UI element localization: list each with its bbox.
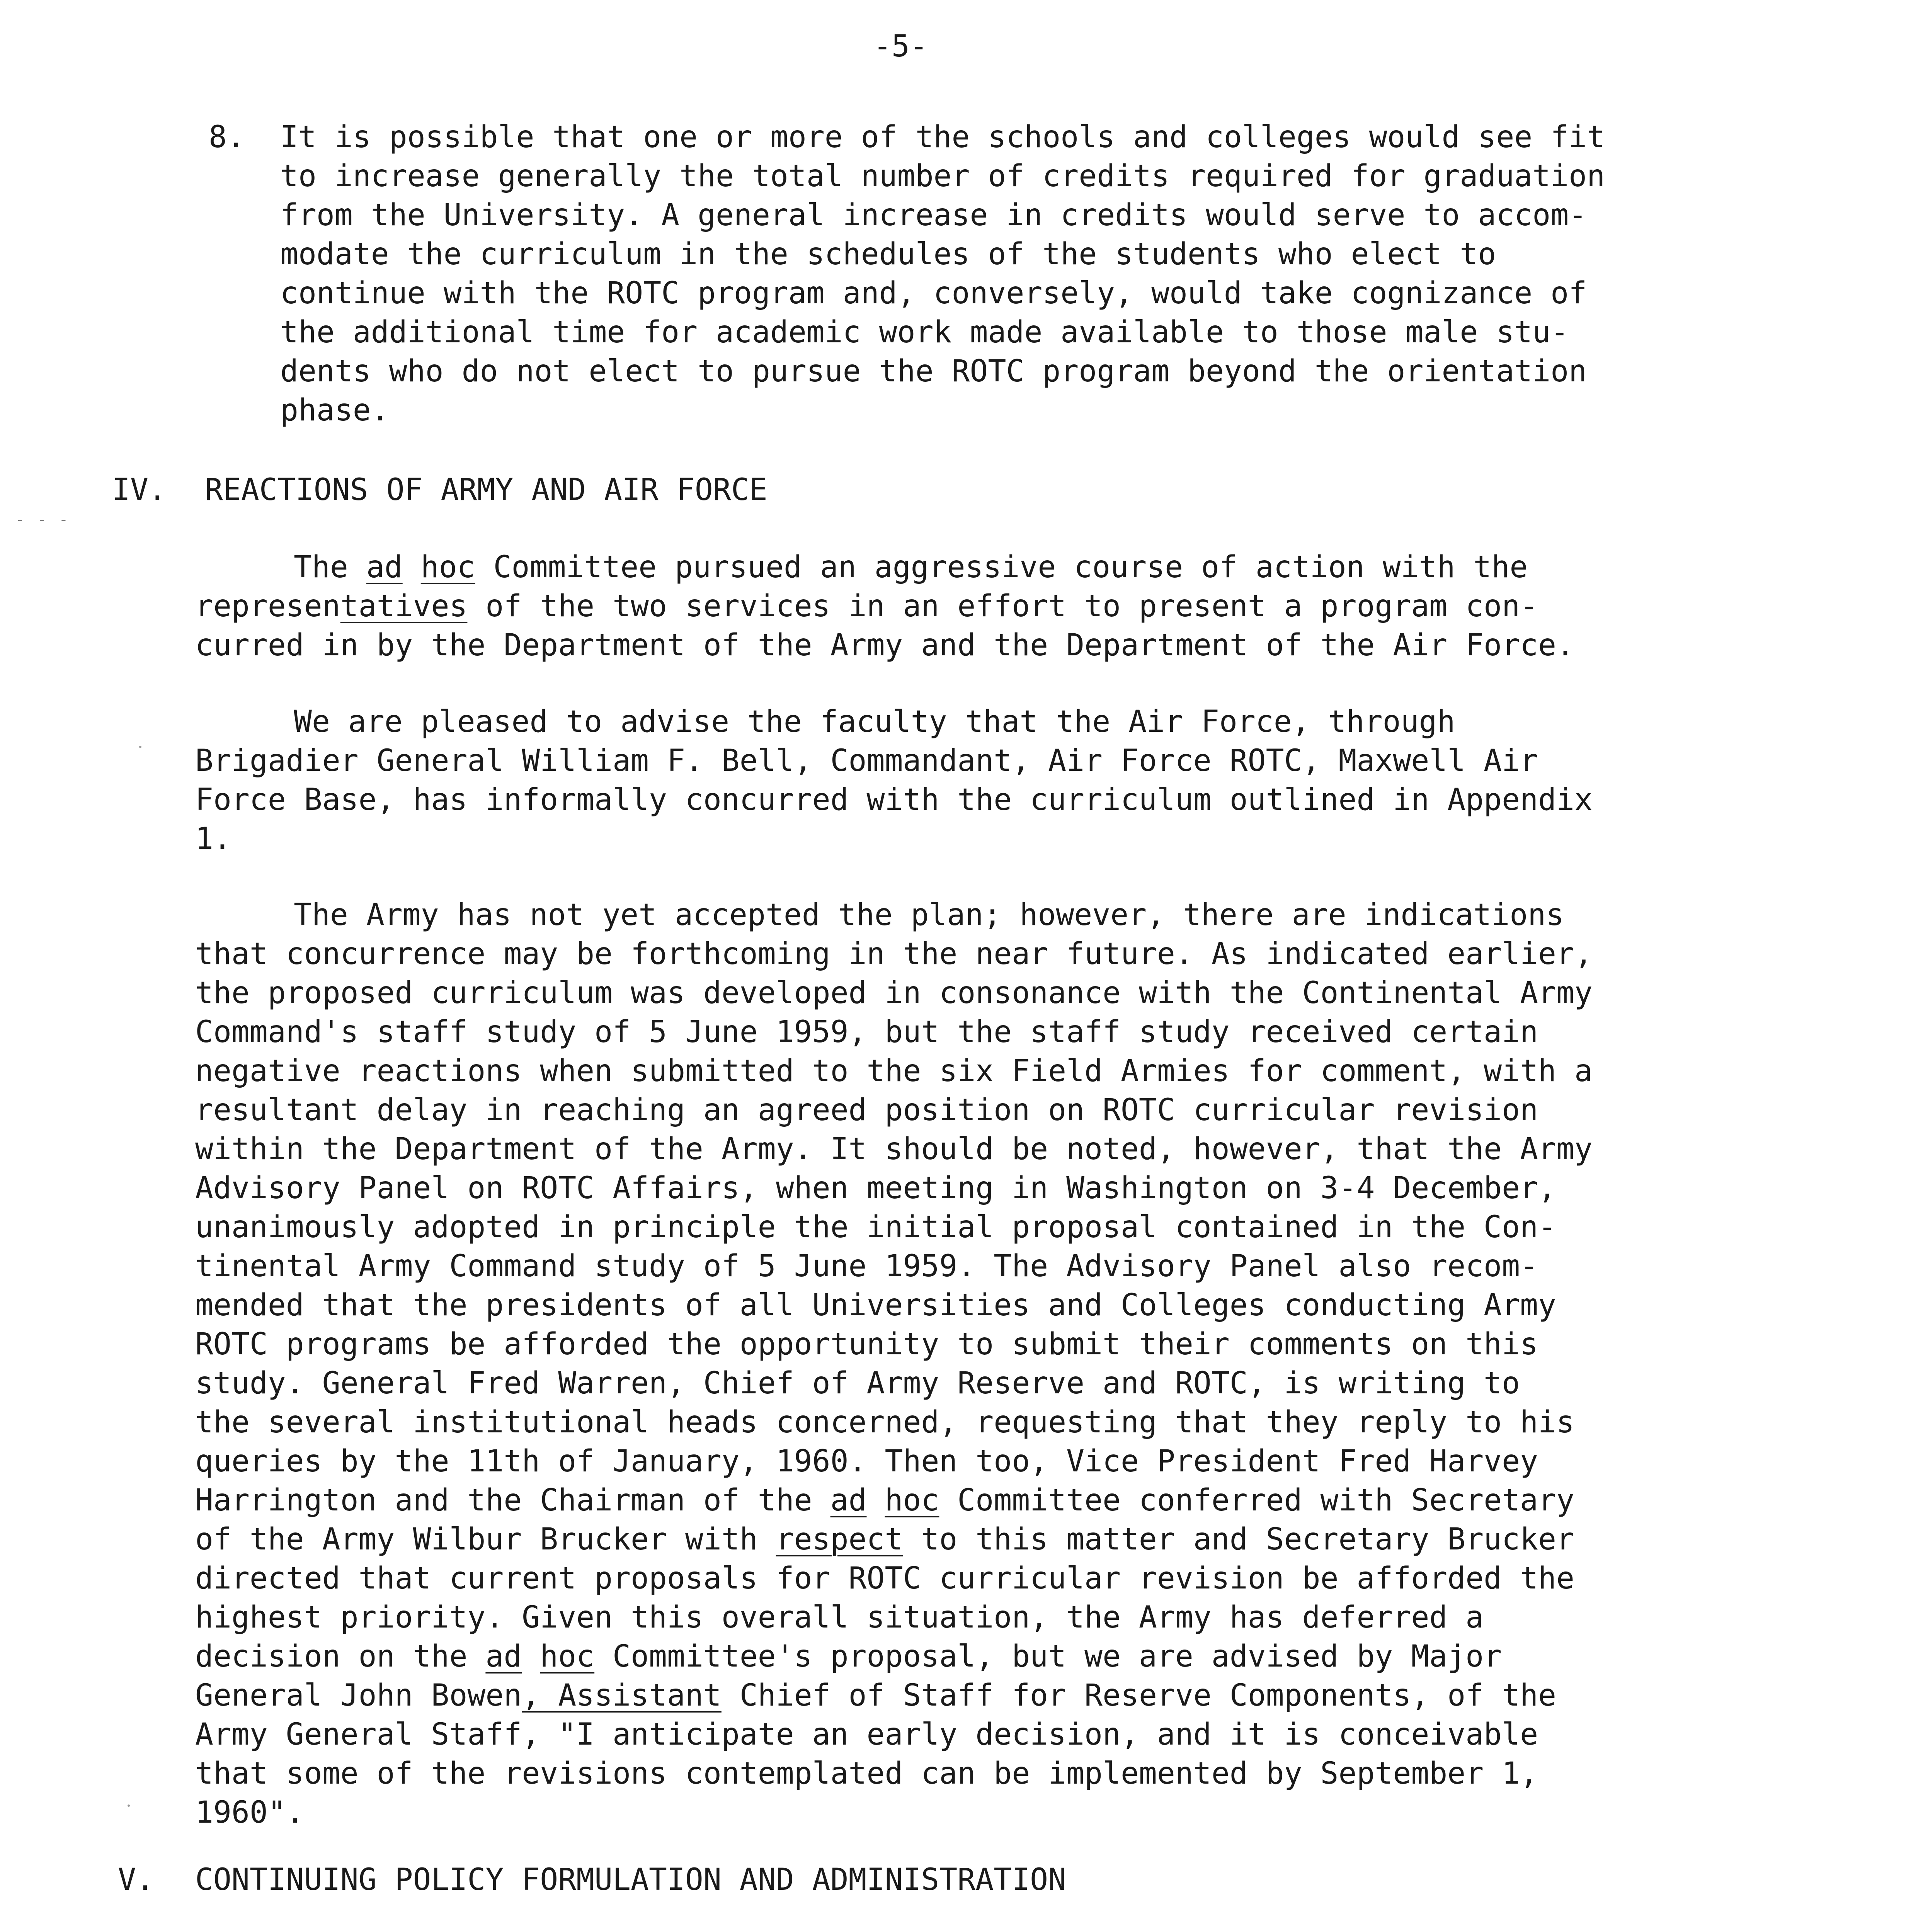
text-line: resultant delay in reaching an agreed position on ROTC curricular revision [195, 1093, 1538, 1128]
text-line: highest priority. Given this overall situation, the Army has deferred a [195, 1600, 1484, 1635]
text-line: that concurrence may be forthcoming in the near future. As indicated earlier, [195, 937, 1593, 971]
scan-speck [139, 746, 141, 748]
text-line: study. General Fred Warren, Chief of Army Reserve and ROTC, is writing to [195, 1366, 1520, 1401]
page-number: -5- [873, 29, 928, 64]
text-line: that some of the revisions contemplated can be implemented by September 1, [195, 1756, 1538, 1791]
text-line: It is possible that one or more of the schools and colleges would see fit [280, 120, 1605, 155]
item-8-text [280, 118, 1605, 430]
text-line: the additional time for academic work made available to those male stu- [280, 315, 1569, 350]
text-line: decision on the ad hoc Committee's proposal, but we are advised by Major [195, 1639, 1502, 1674]
text-line: modate the curriculum in the schedules of the students who elect to [280, 237, 1496, 272]
text-line: of the Army Wilbur Brucker with respect to this matter and Secretary Brucker [195, 1522, 1574, 1557]
text-line: the proposed curriculum was developed in consonance with the Continental Army [195, 976, 1593, 1010]
text-line: representatives of the two services in an effort to present a program con- [195, 589, 1538, 624]
text-line: General John Bowen, Assistant Chief of Staff for Reserve Components, of the [195, 1678, 1557, 1713]
text-line: tinental Army Command study of 5 June 1959. The Advisory Panel also recom- [195, 1249, 1538, 1284]
text-line: ROTC programs be afforded the opportunity to submit their comments on this [195, 1327, 1538, 1362]
text-line: unanimously adopted in principle the initial proposal contained in the Con- [195, 1210, 1556, 1245]
text-line: phase. [280, 393, 389, 428]
text-line: Command's staff study of 5 June 1959, but the staff study received certain [195, 1015, 1538, 1049]
text-line: Harrington and the Chairman of the ad hoc Committee conferred with Secretary [195, 1483, 1574, 1518]
text-line: 1960". [195, 1795, 304, 1830]
text-line: 1. [195, 821, 231, 856]
text-line: dents who do not elect to pursue the ROTC program beyond the orientation [280, 354, 1587, 389]
text-line: curred in by the Department of the Army and the Department of the Air Force. [195, 628, 1574, 663]
text-line: mended that the presidents of all Universities and Colleges conducting Army [195, 1288, 1556, 1323]
text-line: continue with the ROTC program and, conversely, would take cognizance of [280, 276, 1587, 311]
section-4-paragraph-3 [195, 896, 1593, 1832]
text-line: Advisory Panel on ROTC Affairs, when meeting in Washington on 3-4 December, [195, 1171, 1556, 1206]
section-4-number: IV. [112, 473, 167, 507]
section-5-number: V. [118, 1862, 154, 1897]
text-line: negative reactions when submitted to the six Field Armies for comment, with a [195, 1054, 1593, 1088]
text-line: The ad hoc Committee pursued an aggressive course of action with the [294, 550, 1528, 585]
text-line: Brigadier General William F. Bell, Commandant, Air Force ROTC, Maxwell Air [195, 743, 1538, 778]
text-line: directed that current proposals for ROTC curricular revision be afforded the [195, 1561, 1574, 1596]
text-line: Force Base, has informally concurred with the curriculum outlined in Appendix [195, 782, 1593, 817]
text-line: the several institutional heads concerned, requesting that they reply to his [195, 1405, 1574, 1440]
section-4-paragraph-2 [195, 702, 1593, 859]
text-line: queries by the 11th of January, 1960. Then too, Vice President Fred Harvey [195, 1444, 1538, 1479]
item-8-number: 8. [209, 120, 245, 155]
text-line: The Army has not yet accepted the plan; however, there are indications [294, 898, 1564, 932]
text-line: Army General Staff, "I anticipate an early decision, and it is conceivable [195, 1717, 1538, 1752]
text-line: within the Department of the Army. It should be noted, however, that the Army [195, 1132, 1593, 1167]
margin-mark: - - - [15, 511, 70, 529]
section-4-paragraph-1 [195, 548, 1574, 665]
scan-speck [128, 1804, 130, 1807]
text-line: We are pleased to advise the faculty that the Air Force, through [294, 704, 1455, 739]
text-line: from the University. A general increase in credits would serve to accom- [280, 198, 1587, 233]
text-line: to increase generally the total number of credits required for graduation [280, 159, 1605, 194]
section-5-heading: CONTINUING POLICY FORMULATION AND ADMINISTRATION [195, 1862, 1067, 1897]
section-4-heading: REACTIONS OF ARMY AND AIR FORCE [205, 473, 767, 507]
